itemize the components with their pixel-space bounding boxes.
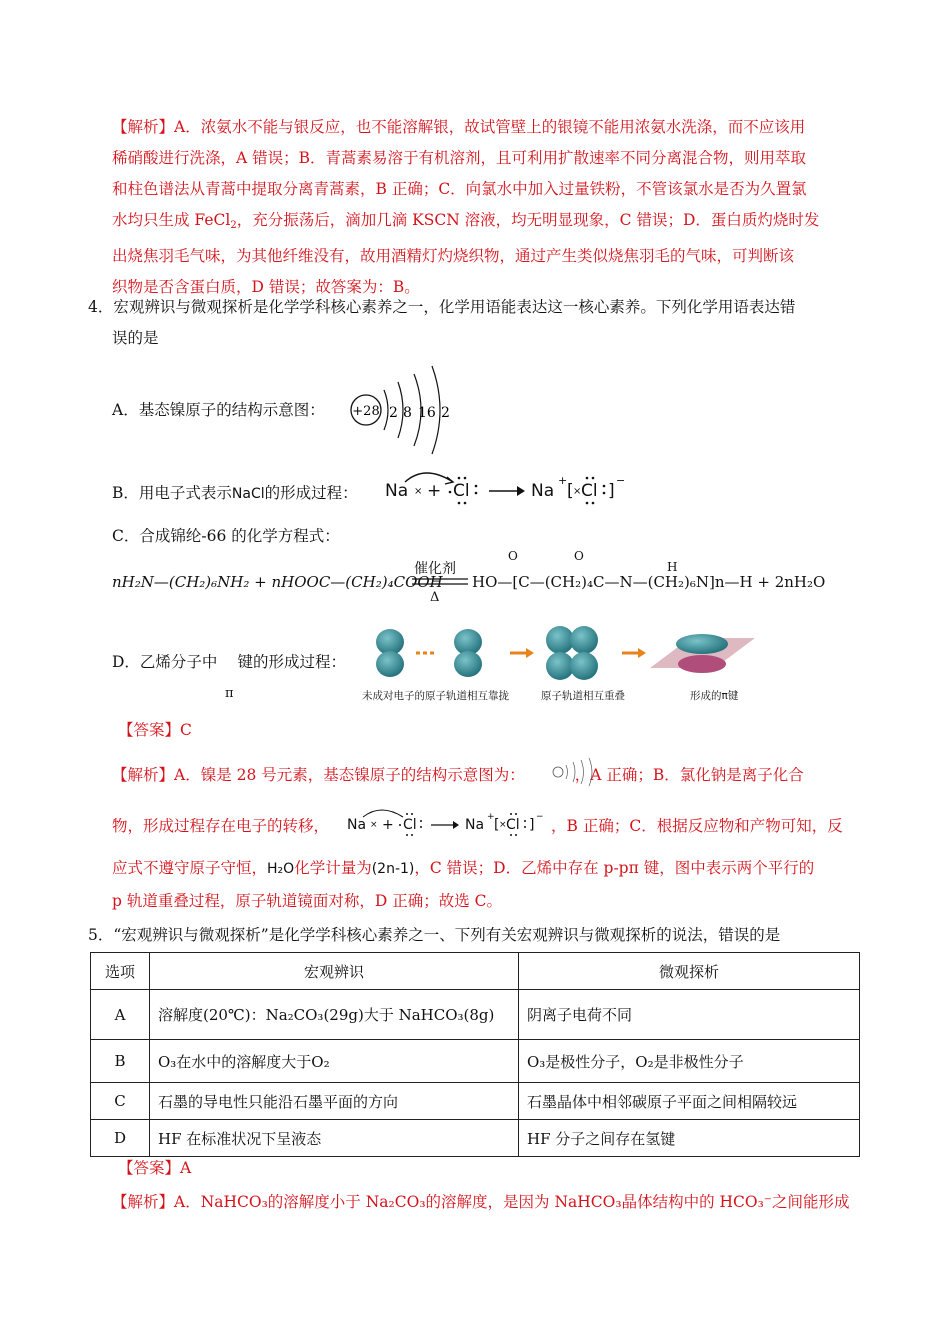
svg-text:×: × [414, 486, 423, 497]
q5-answer: 【答案】A [118, 1159, 192, 1177]
table-row: B O₃在水中的溶解度大于O₂ O₃是极性分子，O₂是非极性分子 [91, 1040, 860, 1083]
caption-2: 原子轨道相互重叠 [541, 690, 625, 702]
svg-text:]: ] [608, 481, 615, 501]
svg-text:2: 2 [389, 405, 398, 421]
svg-text:+: + [427, 481, 442, 501]
pi-bond-orbitals [360, 624, 760, 684]
nacl-formula-small [345, 803, 557, 839]
nylon-left: nH₂N—(CH₂)₆NH₂ + nHOOC—(CH₂)₄COOH [112, 573, 443, 591]
q5-analysis: 【解析】A．NaHCO₃的溶解度小于 Na₂CO₃的溶解度，是因为 NaHCO₃晶体结构中的 HCO₃⁻之间能形成 [112, 1193, 850, 1211]
q3-analysis: 【解析】A．浓氨水不能与银反应，也不能溶解银，故试管壁上的银镜不能用浓氨水洗涤，而不应该用 稀硝酸进行洗涤，A 错误；B．青蒿素易溶于有机溶剂，且可利用扩散速率不同分离混合物，则用萃取 和柱色谱法从青蒿中提取分离青蒿素，B 正确；C．向氯水中加入过量铁粉，不管该氯水是否为久置氯 水均只生成 FeCl$_2$，充分振荡后，滴加几滴 KSCN 溶液，均无明显现象，C 错误；D．蛋白质灼烧时发 出烧焦羽毛气味，为其他纤维没有，故用酒精灯灼烧织物，通过产生类似烧焦羽毛的气味，可判断该 织物是否含蛋白质，D 错误；故答案为：B。 [112, 118, 820, 296]
q4-option-b: B．用电子式表示NaCl的形成过程： [112, 484, 358, 502]
svg-text:+: + [382, 817, 394, 833]
document-page: 【解析】A．浓氨水不能与银反应，也不能溶解银，故试管壁上的银镜不能用浓氨水洗涤，而不应该用 稀硝酸进行洗涤，A 错误；B．青蒿素易溶于有机溶剂，且可利用扩散速率不同分离混合物，则用萃取 和柱色谱法从青蒿中提取分离青蒿素，B 正确；C．向氯水中加入过量铁粉，不管该氯水是否为久置氯 水均只生成 FeCl$_2$，充分振荡后，滴加几滴 KSCN 溶液，均无明显现象，C 错误；D．蛋白质灼烧时发 出烧焦羽毛气味，为其他纤维没有，故用酒精灯灼烧织物，通过产生类似烧焦羽毛的气味，可判断该 织物是否含蛋白质，D 错误；故答案为：B。 4．宏观辨识与微观探析是化学学科核心素养之一，化学用语能表达这一核心素养。下列化学用语表达错 误的是 A．基态镍原子的结构示意图： +28 2 8 16 2 B．用电子式表示NaCl的形成过程： Na × + Cl Na + [ × Cl ] − C．合成锦纶-66 的化学方程式： nH₂N—(CH₂)₆NH₂ + nHOOC—(CH₂)₄COOH 催化剂 Δ HO—[C—(CH₂)₄C—N—(CH₂)₆N]n—H + 2nH₂O O O H D．乙烯分子中 键的形成过程： π 未成对电子的原子轨道相互靠拢 原子轨道相互重叠 形成的π键 【答案】C 【解析】A．镍是 28 号元素，基态镍原子的结构示意图为： ，A 正确；B．氯化钠是离子化合 物，形成过程存在电子的转移， ，B 正确；C．根据反应物和产物可知，反 Na × + Cl Na + [ × Cl ] − 应式不遵守原子守恒，H₂O化学计量为(2n-1)，C 错误；D．乙烯中存在 p-pπ 键，图中表示两个平行的 p 轨道重叠过程，原子轨道镜面对称，D 正确；故选 C。 5．“宏观辨识与微观探析”是化学学科核心素养之一、下列有关宏观辨识与微观探析的说法，错误的是 选项 宏观辨识 微观探析 A 溶解度(20℃)：Na₂CO₃(29g)大于 NaHCO₃(8g) 阴离子电荷不同 B O₃在水中的溶解度大于O₂ O₃是极性分子，O₂是非极性分子 C 石墨的导电性只能沿石墨平面的方向 石墨晶体中相邻碳原子平面之间相隔较远 D HF 在标准状况下呈液态 HF 分子之间存在氢键 【答案】A 【解析】A．NaHCO₃的溶解度小于 Na₂CO₃的溶解度，是因为 NaHCO₃晶体结构中的 HCO₃⁻之间能形成 [0, 0, 950, 1344]
svg-text:16: 16 [418, 405, 436, 421]
svg-text:Cl: Cl [506, 817, 520, 833]
small-atom-diagram [550, 757, 598, 787]
nylon-right: HO—[C—(CH₂)₄C—N—(CH₂)₆N]n—H + 2nH₂O [472, 573, 826, 591]
svg-text:Cl: Cl [403, 817, 417, 833]
svg-text:]: ] [529, 817, 535, 833]
svg-text:8: 8 [403, 405, 412, 421]
delta-label: Δ [430, 590, 440, 605]
table-row: C 石墨的导电性只能沿石墨平面的方向 石墨晶体中相邻碳原子平面之间相隔较远 [91, 1083, 860, 1120]
analysis-label: 【解析】 [112, 118, 175, 136]
svg-text:×: × [499, 820, 507, 830]
question-4-stem: 4．宏观辨识与微观探析是化学学科核心素养之一，化学用语能表达这一核心素养。下列化学用语表达错 误的是 [88, 298, 796, 347]
svg-text:Na: Na [385, 481, 409, 501]
table-row: D HF 在标准状况下呈液态 HF 分子之间存在氢键 [91, 1120, 860, 1157]
svg-text:−: − [616, 474, 626, 487]
svg-text:×: × [370, 820, 378, 830]
svg-text:[: [ [494, 817, 500, 833]
svg-text:Cl: Cl [453, 481, 470, 501]
caption-3: 形成的π键 [690, 690, 739, 702]
table-header-row: 选项 宏观辨识 微观探析 [91, 953, 860, 990]
svg-text:Na: Na [531, 481, 555, 501]
caption-1: 未成对电子的原子轨道相互靠拢 [362, 690, 509, 702]
svg-text:2: 2 [441, 405, 450, 421]
q5-table [90, 952, 860, 1157]
svg-text:Na: Na [465, 817, 485, 833]
svg-text:Cl: Cl [581, 481, 598, 501]
svg-text:+: + [487, 812, 495, 822]
catalyst-label: 催化剂 [414, 561, 456, 577]
q4-analysis-line3: 应式不遵守原子守恒，H₂O化学计量为(2n-1)，C 错误；D．乙烯中存在 p-pπ 键，图中表示两个平行的 [112, 859, 815, 877]
svg-text:[: [ [567, 481, 574, 501]
q4-analysis-line1: 【解析】A．镍是 28 号元素，基态镍原子的结构示意图为： ，A 正确；B．氯化钠是离子化合 [112, 766, 804, 784]
table-row: A 溶解度(20℃)：Na₂CO₃(29g)大于 NaHCO₃(8g) 阴离子电荷不同 [91, 990, 860, 1040]
q4-option-a: A．基态镍原子的结构示意图： [112, 401, 325, 419]
svg-text:×: × [573, 486, 582, 497]
nacl-electron-formula [383, 464, 643, 508]
q4-option-d: D．乙烯分子中 键的形成过程： [112, 653, 346, 671]
q4-analysis-line4: p 轨道重叠过程，原子轨道镜面对称，D 正确；故选 C。 [112, 892, 502, 910]
svg-text:Na: Na [347, 817, 367, 833]
nickel-atom-diagram [340, 360, 460, 460]
atom-nucleus: +28 [352, 404, 380, 419]
q4-answer: 【答案】C [118, 721, 192, 739]
q4-option-c: C．合成锦纶-66 的化学方程式： [112, 527, 340, 545]
svg-text:−: − [536, 812, 544, 822]
q4-analysis-line2: 物，形成过程存在电子的转移， ，B 正确；C．根据反应物和产物可知，反 [112, 817, 843, 835]
equilibrium-arrow [410, 576, 472, 588]
svg-text:+: + [558, 474, 568, 487]
question-5-stem: 5．“宏观辨识与微观探析”是化学学科核心素养之一、下列有关宏观辨识与微观探析的说法，错误的是 [88, 926, 781, 944]
